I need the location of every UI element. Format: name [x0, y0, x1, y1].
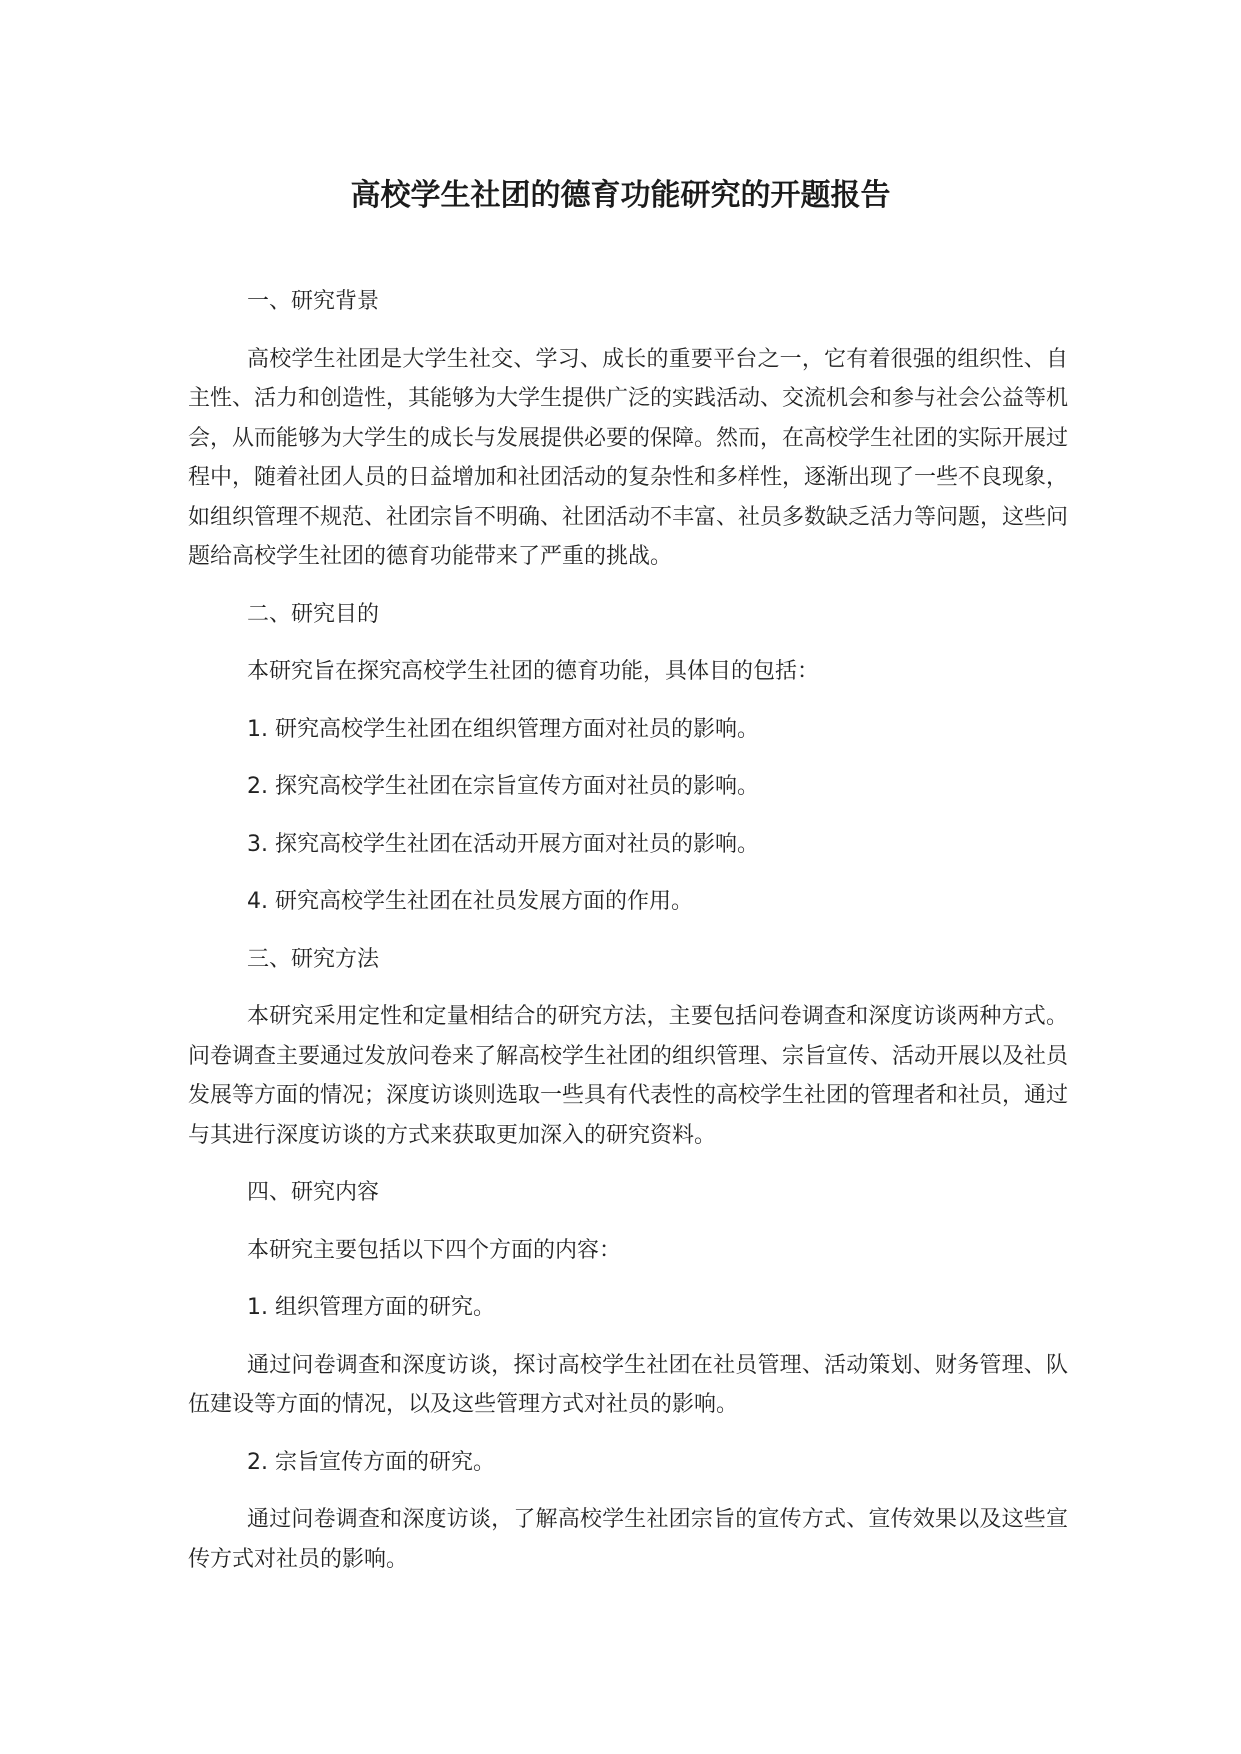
purpose-intro: 本研究旨在探究高校学生社团的德育功能，具体目的包括：	[247, 659, 820, 684]
content-subsection-2-text: 通过问卷调查和深度访谈，了解高校学生社团宗旨的宣传方式、宣传效果以及这些宣传方式对社员的影响。	[188, 1507, 1068, 1572]
section-heading-content: 四、研究内容	[247, 1180, 380, 1205]
content-subsection-1-text: 通过问卷调查和深度访谈，探讨高校学生社团在社员管理、活动策划、财务管理、队伍建设等方面的情况，以及这些管理方式对社员的影响。	[188, 1352, 1068, 1417]
section-heading-background: 一、研究背景	[247, 289, 380, 314]
purpose-item-2: 2. 探究高校学生社团在宗旨宣传方面对社员的影响。	[247, 774, 759, 799]
content-subsection-2-title: 2. 宗旨宣传方面的研究。	[247, 1449, 495, 1475]
purpose-item-3: 3. 探究高校学生社团在活动开展方面对社员的影响。	[247, 831, 759, 857]
content-subsection-1-title: 1. 组织管理方面的研究。	[247, 1295, 495, 1320]
content-intro: 本研究主要包括以下四个方面的内容：	[247, 1237, 622, 1263]
section-heading-purpose: 二、研究目的	[247, 601, 380, 627]
purpose-item-1: 1. 研究高校学生社团在组织管理方面对社员的影响。	[247, 716, 759, 742]
method-paragraph: 本研究采用定性和定量相结合的研究方法，主要包括问卷调查和深度访谈两种方式。问卷调查主要通过发放问卷来了解高校学生社团的组织管理、宗旨宣传、活动开展以及社员发展等方面的情况；深度访谈则选取一些具有代表性的高校学生社团的管理者和社员，通过与其进行深度访谈的方式来获取更加深入的研究资料。	[188, 1004, 1069, 1148]
background-paragraph: 高校学生社团是大学生社交、学习、成长的重要平台之一，它有着很强的组织性、自主性、活力和创造性，其能够为大学生提供广泛的实践活动、交流机会和参与社会公益等机会，从而能够为大学生的成长与发展提供必要的保障。然而，在高校学生社团的实际开展过程中，随着社团人员的日益增加和社团活动的复杂性和多样性，逐渐出现了一些不良现象，如组织管理不规范、社团宗旨不明确、社团活动不丰富、社员多数缺乏活力等问题，这些问题给高校学生社团的德育功能带来了严重的挑战。	[188, 346, 1069, 569]
document-body	[188, 282, 1068, 1597]
section-heading-method: 三、研究方法	[247, 946, 380, 972]
document-title: 高校学生社团的德育功能研究的开题报告	[350, 178, 891, 213]
purpose-item-4: 4. 研究高校学生社团在社员发展方面的作用。	[247, 889, 693, 914]
